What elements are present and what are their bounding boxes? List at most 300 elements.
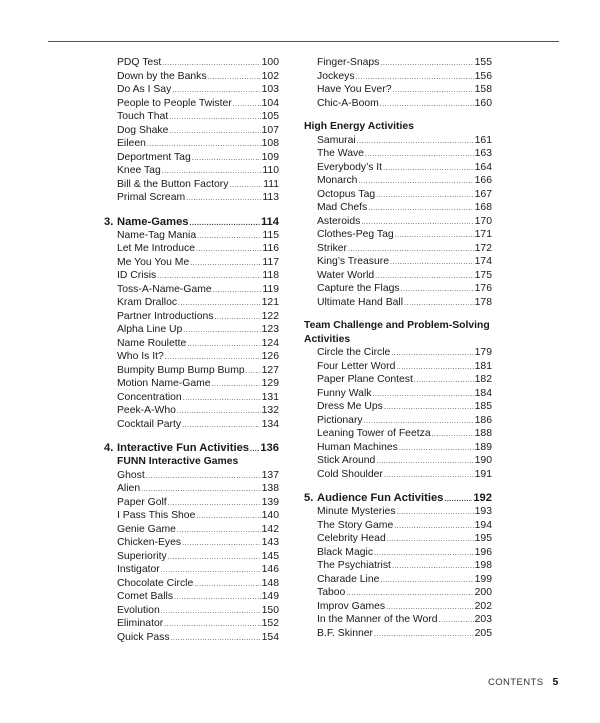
toc-entry[interactable] (304, 427, 492, 441)
toc-entry[interactable] (104, 604, 279, 618)
page-number: 185 (474, 401, 492, 412)
toc-entry[interactable] (304, 573, 492, 587)
page-number: 137 (261, 469, 279, 481)
dot-leader (164, 618, 260, 632)
toc-entry[interactable] (104, 178, 279, 192)
entry-title: Touch That (117, 111, 169, 122)
entry-title: Funny Walk (317, 387, 372, 399)
page-number: 170 (474, 215, 492, 227)
page-number: 205 (474, 627, 492, 639)
dot-leader (182, 419, 261, 433)
dot-leader (229, 179, 262, 193)
entry-title: Mad Chefs (317, 202, 368, 213)
page-number: 186 (474, 414, 492, 426)
entry-title: Knee Tag (117, 165, 161, 176)
page-number: 192 (473, 492, 492, 504)
dot-leader (358, 175, 473, 189)
toc-entry[interactable] (304, 255, 492, 269)
dot-leader (213, 284, 262, 298)
dot-leader (380, 57, 473, 71)
page-number: 188 (474, 428, 492, 439)
toc-entry[interactable] (104, 56, 279, 70)
toc-entry[interactable] (304, 373, 492, 387)
toc-entry[interactable] (104, 404, 279, 418)
dot-leader (392, 560, 474, 574)
entry-title: Bill & the Button Factory (117, 178, 229, 190)
dot-leader (395, 229, 474, 243)
dot-leader (178, 297, 261, 311)
page-number: 136 (260, 442, 279, 454)
page-number: 132 (261, 405, 279, 416)
dot-leader (174, 591, 261, 605)
entry-title: Black Magic (317, 546, 374, 558)
page-number: 175 (474, 269, 492, 281)
toc-entry[interactable] (304, 532, 492, 546)
entry-title: Concentration (117, 391, 182, 403)
toc-entry[interactable] (304, 201, 492, 215)
page-number: 108 (261, 138, 279, 149)
toc-entry[interactable] (104, 617, 279, 631)
dot-leader (384, 401, 474, 415)
entry-title: Clothes-Peg Tag (317, 229, 394, 240)
chapter-title: Name-Games (117, 215, 189, 228)
toc-entry[interactable] (104, 577, 279, 591)
dot-leader (161, 605, 261, 619)
toc-entry[interactable] (104, 550, 279, 564)
dot-leader (212, 378, 261, 392)
page-number: 138 (261, 483, 279, 494)
toc-entry[interactable] (104, 364, 279, 378)
page-number: 140 (261, 510, 279, 521)
page-number: 152 (261, 618, 279, 629)
entry-title: The Psychiatrist (317, 560, 391, 571)
chapter-label (304, 491, 443, 505)
entry-title: Me You You Me (117, 256, 190, 268)
dot-leader (194, 578, 260, 592)
toc-entry[interactable] (104, 482, 279, 496)
toc-entry[interactable] (304, 414, 492, 428)
entry-title: Peek-A-Who (117, 405, 176, 416)
toc-entry[interactable] (304, 242, 492, 256)
toc-right-column (304, 56, 492, 640)
toc-entry[interactable] (104, 509, 279, 523)
entry-title: The Story Game (317, 519, 394, 531)
page-number: 149 (261, 591, 279, 602)
page-number: 109 (261, 151, 279, 163)
toc-entry[interactable] (304, 586, 492, 600)
dot-leader (372, 388, 473, 402)
dot-leader (356, 71, 474, 85)
toc-section-heading: FUNN Interactive Games (117, 456, 239, 467)
entry-title: Striker (317, 242, 348, 254)
toc-section-heading: Team Challenge and Problem-Solving Activities (304, 320, 490, 345)
page-number: 166 (474, 175, 492, 186)
dot-leader (414, 374, 474, 388)
chapter-label (104, 215, 189, 229)
toc-entry[interactable] (104, 563, 279, 577)
entry-title: Monarch (317, 175, 358, 186)
dot-leader (380, 98, 474, 112)
entry-title: Kram Dralloc (117, 297, 178, 308)
entry-title: Ghost (117, 469, 145, 481)
page-number: 199 (474, 573, 492, 585)
dot-leader (246, 365, 261, 379)
page-number: 126 (261, 351, 279, 362)
dot-leader (141, 483, 261, 497)
page-number: 105 (261, 111, 279, 122)
entry-title: B.F. Skinner (317, 627, 374, 639)
entry-title: Pictionary (317, 414, 363, 426)
dot-leader (162, 57, 260, 71)
toc-entry[interactable] (304, 269, 492, 283)
entry-title: ID Crisis (117, 270, 157, 281)
toc-entry[interactable] (104, 296, 279, 310)
page-number: 129 (261, 378, 279, 389)
dot-leader (162, 165, 262, 179)
footer-label: CONTENTS (488, 677, 544, 688)
toc-chapter[interactable] (304, 491, 492, 505)
entry-title: Finger-Snaps (317, 57, 380, 68)
page-number: 127 (261, 364, 279, 376)
toc-entry[interactable] (104, 83, 279, 97)
toc-entry[interactable] (304, 613, 492, 627)
dot-leader (183, 392, 261, 406)
page-number: 104 (261, 97, 279, 109)
page-number: 142 (261, 523, 279, 535)
entry-title: Chocolate Circle (117, 577, 194, 589)
toc-section-heading: High Energy Activities (304, 121, 414, 132)
dot-leader (147, 138, 261, 152)
entry-title: Human Machines (317, 441, 398, 453)
entry-title: Ultimate Hand Ball (317, 296, 404, 308)
entry-title: Evolution (117, 604, 160, 616)
page-number: 181 (474, 360, 492, 372)
toc-entry[interactable] (104, 97, 279, 111)
page-number: 190 (474, 455, 492, 466)
dot-leader (396, 361, 473, 375)
toc-entry[interactable] (304, 188, 492, 202)
entry-title: Instigator (117, 564, 160, 575)
page-number: 195 (474, 533, 492, 544)
entry-title: Everybody’s It (317, 161, 383, 173)
toc-entry[interactable] (304, 56, 492, 70)
toc-chapter[interactable] (104, 215, 279, 229)
page-number: 131 (261, 391, 279, 403)
toc-entry[interactable] (304, 400, 492, 414)
toc-entry[interactable] (304, 161, 492, 175)
footer-page-number: 5 (552, 676, 559, 688)
entry-title: Do As I Say (117, 84, 172, 95)
page-number: 164 (474, 161, 492, 173)
toc-entry[interactable] (304, 282, 492, 296)
toc-entry[interactable] (104, 124, 279, 138)
entry-title: Water World (317, 269, 375, 281)
dot-leader (401, 283, 474, 297)
dot-leader (376, 455, 473, 469)
toc-entry[interactable] (304, 97, 492, 111)
entry-title: I Pass This Shoe (117, 510, 196, 521)
entry-title: Charade Line (317, 573, 380, 585)
toc-entry[interactable] (104, 191, 279, 205)
top-rule (48, 41, 559, 42)
toc-entry[interactable] (304, 360, 492, 374)
page-number: 198 (474, 560, 492, 571)
page-number: 189 (474, 441, 492, 453)
dot-leader (171, 632, 261, 646)
entry-title: Jockeys (317, 70, 355, 82)
entry-title: Stick Around (317, 455, 376, 466)
entry-title: Motion Name-Game (117, 378, 211, 389)
dot-leader (397, 506, 474, 520)
entry-title: Chicken-Eyes (117, 537, 182, 548)
toc-entry[interactable] (304, 559, 492, 573)
toc-entry[interactable] (304, 228, 492, 242)
dot-leader (157, 270, 261, 284)
toc-chapter[interactable] (104, 441, 279, 455)
dot-leader (146, 470, 261, 484)
entry-title: Dress Me Ups (317, 401, 383, 412)
page-number: 115 (262, 229, 279, 241)
toc-entry[interactable] (304, 600, 492, 614)
dot-leader (387, 533, 474, 547)
page-number: 123 (261, 324, 279, 335)
toc-entry[interactable] (304, 83, 492, 97)
toc-entry[interactable] (304, 441, 492, 455)
page-number: 139 (261, 496, 279, 508)
toc-entry[interactable] (104, 256, 279, 270)
chapter-title: Interactive Fun Activities (117, 442, 250, 454)
toc-entry[interactable] (304, 519, 492, 533)
toc-entry[interactable] (304, 546, 492, 560)
toc-entry[interactable] (104, 631, 279, 645)
toc-entry[interactable] (104, 137, 279, 151)
page-number: 143 (261, 537, 279, 548)
page-number: 124 (261, 337, 279, 349)
entry-title: Bumpity Bump Bump Bump (117, 364, 245, 376)
toc-entry[interactable] (104, 110, 279, 124)
page-number: 110 (262, 165, 279, 176)
page-number: 161 (474, 134, 492, 146)
entry-title: Name Roulette (117, 337, 187, 349)
entry-title: Toss-A-Name-Game (117, 283, 212, 295)
entry-title: Improv Games (317, 600, 386, 612)
entry-title: Four Letter Word (317, 360, 396, 372)
toc-entry[interactable] (304, 147, 492, 161)
toc-entry[interactable] (104, 496, 279, 510)
page-number: 193 (474, 506, 492, 517)
page-number: 184 (474, 387, 492, 399)
toc-entry[interactable] (104, 151, 279, 165)
toc-entry[interactable] (104, 350, 279, 364)
dot-leader (365, 148, 474, 162)
dot-leader (364, 415, 474, 429)
toc-entry[interactable] (104, 310, 279, 324)
entry-title: Who Is It? (117, 351, 164, 362)
dot-leader (177, 405, 261, 419)
page-number: 102 (261, 70, 279, 82)
toc-entry[interactable] (104, 523, 279, 537)
entry-title: Quick Pass (117, 631, 170, 643)
dot-leader (168, 497, 261, 511)
dot-leader (183, 324, 260, 338)
toc-entry[interactable] (304, 454, 492, 468)
page-number: 114 (260, 215, 279, 228)
entry-title: Alpha Line Up (117, 324, 183, 335)
dot-leader (214, 311, 260, 325)
dot-leader (380, 574, 473, 588)
dot-leader (177, 524, 261, 538)
page-number: 194 (474, 519, 492, 531)
dot-leader (391, 347, 473, 361)
toc-entry[interactable] (304, 627, 492, 641)
entry-title: PDQ Test (117, 57, 162, 68)
toc-entry[interactable] (304, 134, 492, 148)
dot-leader (190, 217, 260, 231)
dot-leader (374, 628, 474, 642)
entry-title: King’s Treasure (317, 256, 390, 267)
dot-leader (208, 71, 261, 85)
dot-leader (197, 230, 261, 244)
toc-entry[interactable] (304, 70, 492, 84)
page-number: 146 (261, 564, 279, 575)
toc-entry[interactable] (104, 164, 279, 178)
chapter-title: Audience Fun Activities (317, 492, 444, 504)
entry-title: Name-Tag Mania (117, 229, 197, 241)
entry-title: The Wave (317, 148, 364, 159)
dot-leader (444, 493, 472, 507)
entry-title: Samurai (317, 134, 356, 146)
page-number: 111 (263, 178, 279, 190)
page-number: 119 (262, 283, 279, 295)
page-number: 118 (262, 270, 279, 281)
toc-entry[interactable] (104, 391, 279, 405)
entry-title: Alien (117, 483, 141, 494)
page-number: 203 (474, 614, 492, 625)
entry-title: Paper Plane Contest (317, 374, 413, 385)
toc-entry[interactable] (104, 229, 279, 243)
dot-leader (348, 243, 474, 257)
page-number: 100 (261, 57, 279, 68)
page-number: 134 (261, 418, 279, 430)
entry-title: Down by the Banks (117, 70, 207, 82)
toc-entry[interactable] (304, 296, 492, 310)
entry-title: Circle the Circle (317, 347, 391, 358)
toc-entry[interactable] (104, 590, 279, 604)
chapter-label (104, 441, 249, 455)
page-number: 158 (474, 84, 492, 95)
toc-entry[interactable] (104, 70, 279, 84)
entry-title: Partner Introductions (117, 310, 214, 322)
entry-title: Primal Scream (117, 192, 186, 203)
entry-title: Eileen (117, 138, 146, 149)
dot-leader (168, 551, 261, 565)
page-number: 163 (474, 148, 492, 159)
entry-title: Asteroids (317, 215, 361, 227)
page-number: 167 (474, 188, 492, 200)
page-number: 121 (261, 297, 279, 308)
toc-entry[interactable] (304, 387, 492, 401)
dot-leader (399, 442, 474, 456)
toc-entry[interactable] (104, 418, 279, 432)
page-number: 116 (262, 243, 279, 254)
toc-entry[interactable] (104, 283, 279, 297)
toc-entry[interactable] (104, 377, 279, 391)
dot-leader (233, 98, 261, 112)
page-footer (488, 676, 559, 688)
page-number: 150 (261, 604, 279, 616)
page-number: 156 (474, 70, 492, 82)
dot-leader (394, 520, 473, 534)
entry-title: Octopus Tag (317, 188, 376, 200)
entry-title: Cocktail Party (117, 418, 182, 430)
page-number: 148 (261, 577, 279, 589)
entry-title: Comet Balls (117, 591, 174, 602)
page-number: 191 (474, 468, 492, 480)
dot-leader (374, 547, 474, 561)
page-number: 179 (474, 347, 492, 358)
page-number: 176 (474, 283, 492, 294)
toc-entry[interactable] (104, 269, 279, 283)
dot-leader (172, 84, 260, 98)
entry-title: Eliminator (117, 618, 164, 629)
page-number: 200 (474, 587, 492, 598)
toc-entry[interactable] (304, 505, 492, 519)
dot-leader (187, 338, 260, 352)
entry-title: Paper Golf (117, 496, 167, 508)
toc-entry[interactable] (304, 215, 492, 229)
dot-leader (368, 202, 473, 216)
page-number: 174 (474, 256, 492, 267)
dot-leader (404, 297, 474, 311)
dot-leader (196, 243, 261, 257)
toc-entry[interactable] (104, 242, 279, 256)
chapter-number: 4. (104, 442, 114, 454)
dot-leader (393, 84, 474, 98)
toc-entry[interactable] (304, 468, 492, 482)
toc-entry[interactable] (104, 536, 279, 550)
entry-title: Taboo (317, 587, 346, 598)
page-number: 168 (474, 202, 492, 213)
toc-entry[interactable] (304, 174, 492, 188)
entry-title: Deportment Tag (117, 151, 191, 163)
toc-left-column (104, 56, 279, 644)
page-number: 178 (474, 296, 492, 308)
dot-leader (384, 469, 474, 483)
toc-entry[interactable] (104, 469, 279, 483)
dot-leader (361, 216, 473, 230)
dot-leader (250, 443, 259, 457)
entry-title: Let Me Introduce (117, 243, 195, 254)
page-number: 122 (261, 310, 279, 322)
dot-leader (439, 614, 474, 628)
chapter-number: 5. (304, 492, 314, 504)
toc-entry[interactable] (104, 337, 279, 351)
page-number: 117 (262, 256, 279, 268)
page-number: 103 (261, 84, 279, 95)
toc-entry[interactable] (304, 346, 492, 360)
dot-leader (346, 587, 473, 601)
entry-title: Leaning Tower of Feetza (317, 428, 431, 439)
dot-leader (432, 428, 474, 442)
dot-leader (192, 152, 261, 166)
entry-title: Dog Shake (117, 124, 169, 136)
toc-entry[interactable] (104, 323, 279, 337)
page-number: 171 (474, 229, 492, 240)
page-number: 182 (474, 374, 492, 385)
entry-title: Superiority (117, 550, 167, 562)
chapter-number: 3. (104, 215, 114, 228)
page-number: 107 (261, 124, 279, 136)
